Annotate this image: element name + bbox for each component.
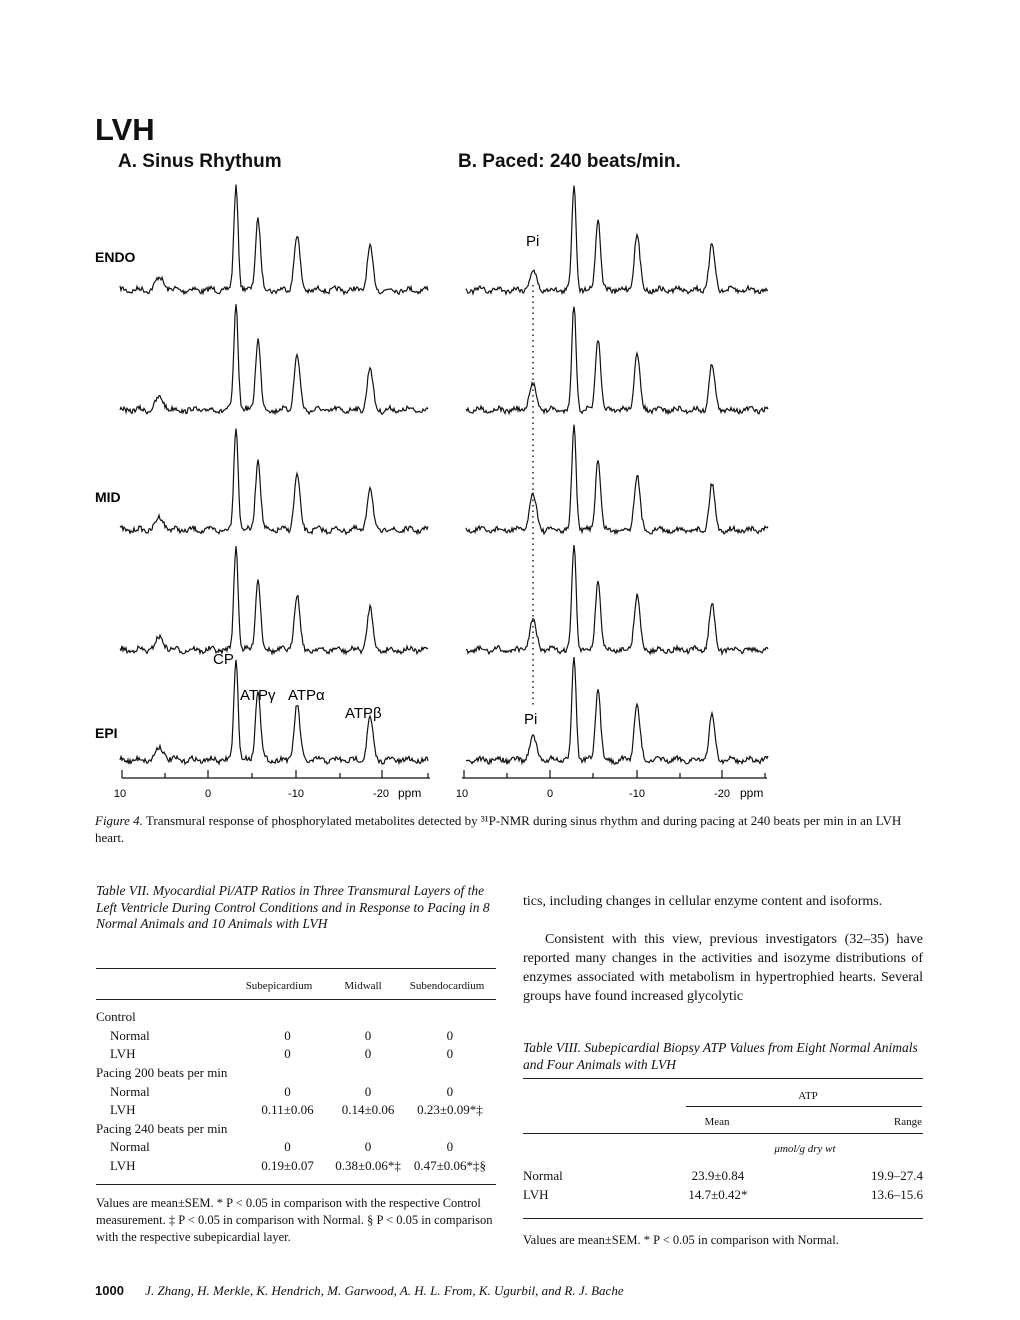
table7-cell: 0.14±0.06 xyxy=(341,1102,395,1118)
peak-label-pi-top: Pi xyxy=(526,233,540,250)
axis-b-unit: ppm xyxy=(740,786,764,800)
table7-row-label: Control xyxy=(96,1009,136,1025)
spectrum-trace xyxy=(120,304,428,414)
table8-cell-mean: 23.9±0.84 xyxy=(691,1168,745,1183)
panel-a-title: A. Sinus Rhythum xyxy=(118,151,282,172)
table7-cell: 0 xyxy=(364,1046,372,1062)
table7-cell: 0 xyxy=(446,1046,454,1062)
panel-b-spectra xyxy=(466,186,768,765)
footer-authors: J. Zhang, H. Merkle, K. Hendrich, M. Garwood, A. H. L. From, K. Ugurbil, and R. J. Bache xyxy=(145,1283,624,1298)
table7-cell: 0 xyxy=(284,1027,291,1043)
table7-row xyxy=(96,1045,498,1064)
table8-cell-mean: 14.7±0.42* xyxy=(688,1187,748,1202)
table8-unit: μmol/g dry wt xyxy=(774,1143,836,1155)
table7-note: Values are mean±SEM. * P < 0.05 in comparison with the respective Control measurement. ‡ P < 0.05 in comparison with Normal. § P < 0.05 in comparison with the respective subepicardial layer. xyxy=(96,1196,493,1244)
table7-cell: 0.38±0.06*‡ xyxy=(335,1158,401,1174)
axis-a-tick-10: 10 xyxy=(113,788,127,800)
panel-b-ppm-axis xyxy=(456,770,767,800)
caption-text: Transmural response of phosphorylated metabolites detected by ³¹P-NMR during sinus rhythm and during pacing at 240 beats per min in an LVH heart. xyxy=(95,813,902,845)
table7-cell: 0.47±0.06*‡§ xyxy=(413,1158,486,1174)
table7-col-subepicardium: Subepicardium xyxy=(245,980,313,992)
layer-label-epi: EPI xyxy=(95,725,118,741)
table7-row xyxy=(96,1157,498,1176)
table7-row-label: Normal xyxy=(110,1083,150,1099)
table7-cell: 0 xyxy=(364,1027,372,1043)
peak-label-atp-beta: ATPβ xyxy=(345,705,382,722)
axis-a-tick-minus20: -20 xyxy=(373,788,389,800)
axis-b-tick-minus10: -10 xyxy=(629,788,645,800)
table8-cell-range: 19.9–27.4 xyxy=(871,1168,923,1183)
table8-title: Table VIII. Subepicardial Biopsy ATP Values from Eight Normal Animals and Four Animals with LVH xyxy=(523,1040,918,1072)
table8-row-label: LVH xyxy=(523,1187,549,1202)
table7-row xyxy=(96,1064,498,1083)
table7-row-label: Normal xyxy=(110,1139,150,1155)
table7-cell xyxy=(402,1008,498,1027)
table7-body xyxy=(96,1008,498,1175)
table7-cell: 0 xyxy=(284,1083,291,1099)
spectrum-trace xyxy=(120,660,428,764)
page-number: 1000 xyxy=(95,1283,124,1298)
table7-cell: 0 xyxy=(284,1046,291,1062)
panel-a-ppm-axis xyxy=(114,770,430,800)
table8-cell-range: 13.6–15.6 xyxy=(871,1187,923,1202)
table7-cell xyxy=(334,1064,402,1083)
axis-a-tick-minus10: -10 xyxy=(288,788,304,800)
peak-label-pi-bottom: Pi xyxy=(524,711,538,728)
table7-row-label: Pacing 240 beats per min xyxy=(96,1120,228,1136)
table7-row-label: Normal xyxy=(110,1027,150,1043)
panel-a-spectra xyxy=(120,185,428,765)
table7-cell: 0 xyxy=(446,1083,454,1099)
table7-cell: 0 xyxy=(364,1083,372,1099)
table7-cell xyxy=(334,1120,402,1139)
table7-cell: 0.19±0.07 xyxy=(261,1158,314,1174)
spectrum-trace xyxy=(466,425,768,534)
spectrum-trace xyxy=(466,545,768,654)
figure-title: LVH xyxy=(95,112,155,147)
table7-title: Table VII. Myocardial Pi/ATP Ratios in Three Transmural Layers of the Left Ventricle During Control Conditions and in Response to Pacing in 8 Normal Animals and 10 Animals with LVH xyxy=(96,883,490,931)
table7-row xyxy=(96,1120,498,1139)
table7-row xyxy=(96,1082,498,1101)
spectrum-trace xyxy=(120,429,428,535)
axis-a-tick-0: 0 xyxy=(204,788,212,800)
table7-row-label: LVH xyxy=(110,1158,136,1174)
figure-caption xyxy=(95,812,925,846)
panel-b-title: B. Paced: 240 beats/min. xyxy=(458,151,681,172)
body-paragraph-1: tics, including changes in cellular enzyme content and isoforms. xyxy=(523,894,883,909)
table7-row-label: LVH xyxy=(110,1102,136,1118)
spectrum-trace xyxy=(120,546,428,654)
table7-col-subendocardium: Subendocardium xyxy=(409,980,485,992)
layer-label-endo: ENDO xyxy=(95,249,136,265)
peak-label-cp: CP xyxy=(213,651,234,668)
body-paragraph-2: Consistent with this view, previous investigators (32–35) have reported many changes in the activities and isozyme distributions of enzymes associated with metabolism in hypertrophied hearts. Several groups have found increased glycolytic xyxy=(523,932,923,1004)
spectrum-trace xyxy=(120,185,428,295)
table7-cell: 0.23±0.09*‡ xyxy=(417,1102,483,1118)
table7-cell: 0.11±0.06 xyxy=(261,1102,314,1118)
page-footer xyxy=(95,1283,624,1299)
caption-label: Figure 4. xyxy=(95,813,143,828)
layer-label-mid: MID xyxy=(95,489,121,505)
table7-cell xyxy=(402,1120,498,1139)
peak-label-atp-gamma: ATPγ xyxy=(240,687,276,704)
table7-cell: 0 xyxy=(284,1139,291,1155)
spectrum-trace xyxy=(466,657,768,764)
table7-cell xyxy=(241,1120,334,1139)
table7-row xyxy=(96,1008,498,1027)
spectrum-trace xyxy=(466,307,768,414)
table7-cell xyxy=(334,1008,402,1027)
table8-note: Values are mean±SEM. * P < 0.05 in comparison with Normal. xyxy=(523,1233,839,1247)
spectrum-trace xyxy=(466,186,768,294)
table7-cell xyxy=(402,1064,498,1083)
axis-b-tick-minus20: -20 xyxy=(714,788,730,800)
table7-col-midwall: Midwall xyxy=(344,980,382,992)
peak-label-atp-alpha: ATPα xyxy=(288,687,325,704)
table7-cell: 0 xyxy=(446,1139,454,1155)
axis-b-tick-10: 10 xyxy=(455,788,469,800)
table8-col-mean: Mean xyxy=(704,1116,730,1128)
table7-cell xyxy=(241,1008,334,1027)
table7-row-label: LVH xyxy=(110,1046,136,1062)
table8-col-range: Range xyxy=(893,1116,922,1128)
axis-b-tick-0: 0 xyxy=(546,788,554,800)
table7-row xyxy=(96,1027,498,1046)
axis-a-unit: ppm xyxy=(398,786,422,800)
table7-row xyxy=(96,1138,498,1157)
table8-group-header: ATP xyxy=(798,1090,818,1102)
table7-cell: 0 xyxy=(446,1027,454,1043)
table7-row-label: Pacing 200 beats per min xyxy=(96,1065,228,1081)
table7-cell xyxy=(241,1064,334,1083)
table8-row-label: Normal xyxy=(523,1168,563,1183)
table7-row xyxy=(96,1101,498,1120)
table7-cell: 0 xyxy=(364,1139,372,1155)
